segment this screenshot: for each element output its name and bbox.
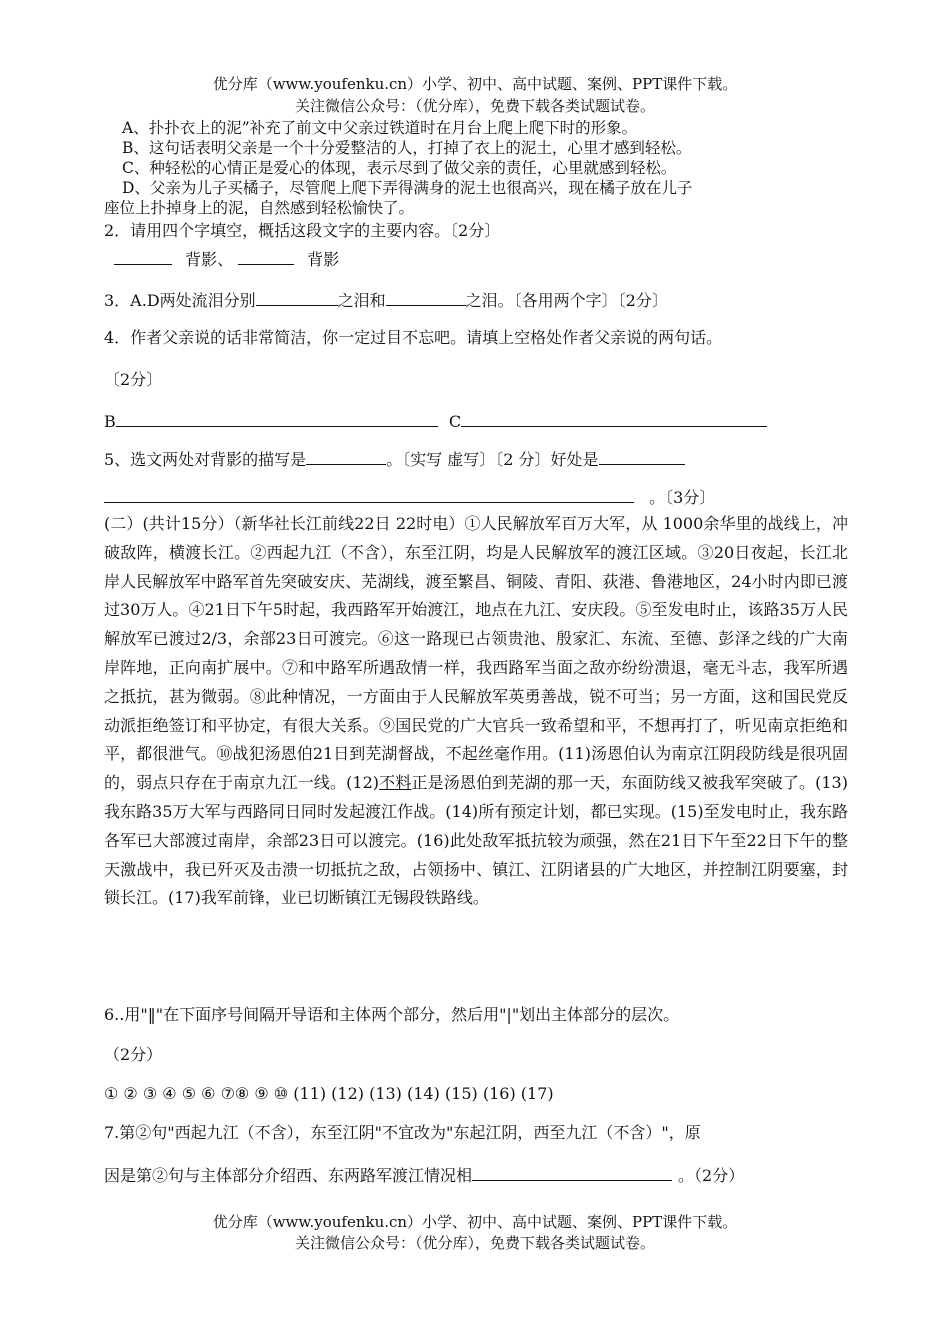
question-6-sequence: ① ② ③ ④ ⑤ ⑥ ⑦⑧ ⑨ ⑩ (11) (12) (13) (14) (15) (16) (17)	[104, 1084, 554, 1103]
option-b: B、这句话表明父亲是一个十分爱整洁的人，打掉了衣上的泥土，心里才感到轻松。	[122, 139, 692, 157]
answer-blank[interactable]	[306, 446, 386, 465]
answer-blank[interactable]	[256, 287, 338, 306]
question-4-score: 〔2分〕	[104, 370, 163, 389]
passage-2-text-2: 正是汤恩伯到芜湖的那一天，东面防线又被我军突破了。(13)我东路35万大军与西路同日同时发起渡江作战。(14)所有预定计划，都已实现。(15)至发电时止，我东路各军已大部渡过南岸，余部23日可以渡完。(16)此处敌军抵抗较为顽强，然在21日下午至22日下午的整天激战中，我已歼灭及击溃一切抵抗之敌，占领扬中、镇江、江阴诸县的广大地区，并控制江阴要塞，封锁长江。(17)我军前锋，业已切断镇江无锡段铁路线。	[104, 773, 848, 908]
q2-word-1: 背影、	[185, 250, 234, 269]
q7-text-2: 。（2分）	[678, 1166, 745, 1185]
q5-text-1: 5、选文两处对背影的描写是	[104, 450, 307, 469]
question-6: 6..用"‖"在下面序号间隔开导语和主体两个部分，然后用"|"划出主体部分的层次。	[104, 1005, 680, 1024]
question-3	[104, 287, 668, 313]
q5-text-2: 。〔实写 虚写〕〔2 分〕好处是	[386, 450, 599, 469]
option-c: C、种轻松的心情正是爱心的体现，表示尽到了做父亲的责任，心里就感到轻松。	[122, 159, 677, 177]
option-d-line-2: 座位上扑掉身上的泥，自然感到轻松愉快了。	[104, 199, 415, 217]
q5-end: 。〔3分〕	[649, 488, 716, 507]
q4-label-b: B	[104, 412, 116, 431]
answer-blank[interactable]	[116, 408, 438, 427]
passage-2-text-1: (二）(共计15分）（新华社长江前线22日 22时电）①人民解放军百万大军，从 1000余华里的战线上，冲破敌阵，横渡长江。②西起九江（不含），东至江阴，均是人民解放军的渡江区域。③20日夜起，长江北岸人民解放军中路军首先突破安庆、芜湖线，渡至繁昌、铜陵、青阳、荻港、鲁港地区，24小时内即已渡过30万人。④21日下午5时起，我西路军开始渡江，地点在九江、安庆段。⑤至发电时止，该路35万人民解放军已渡过2/3，余部23日可渡完。⑥这一路现已占领贵池、殷家汇、东流、至德、彭泽之线的广大南岸阵地，正向南扩展中。⑦和中路军所遇敌情一样，我西路军当面之敌亦纷纷溃退，毫无斗志，我军所遇之抵抗，甚为微弱。⑧此种情况，一方面由于人民解放军英勇善战，锐不可当；另一方面，这和国民党反动派拒绝签订和平协定，有很大关系。⑨国民党的广大官兵一致希望和平，不想再打了，听见南京拒绝和平，都很泄气。⑩战犯汤恩伯21日到芜湖督战，不起丝毫作用。(11)汤恩伯认为南京江阴段防线是很巩固的，弱点只存在于南京九江一线。(12)	[104, 514, 848, 793]
passage-2-underlined: 不料	[379, 773, 412, 793]
footer-line-2: 关注微信公众号：（优分库），免费下载各类试题试卷。	[294, 1234, 655, 1252]
answer-blank[interactable]	[472, 1162, 672, 1181]
header-line-2: 关注微信公众号：（优分库），免费下载各类试题试卷。	[294, 97, 655, 115]
q3-text-2: 之泪和	[337, 291, 386, 310]
answer-blank[interactable]	[386, 287, 466, 306]
q7-text-1: 因是第②句与主体部分介绍西、东两路军渡江情况相	[104, 1166, 473, 1185]
question-6-score: （2分）	[104, 1045, 163, 1064]
q4-label-c: C	[448, 412, 462, 431]
question-4: 4．作者父亲说的话非常简洁，你一定过目不忘吧。请填上空格处作者父亲说的两句话。	[104, 328, 723, 347]
option-a: A、扑扑衣上的泥”补充了前文中父亲过铁道时在月台上爬上爬下时的形象。	[122, 119, 638, 137]
header-line-1: 优分库（www.youfenku.cn）小学、初中、高中试题、案例、PPT课件下载。	[212, 75, 738, 93]
question-7-line-2	[104, 1162, 744, 1188]
answer-blank[interactable]	[461, 408, 767, 427]
answer-blank[interactable]	[104, 484, 634, 503]
q3-text-1: 3．A.D两处流泪分别	[104, 291, 256, 310]
answer-blank[interactable]	[114, 246, 172, 265]
question-5-line-2	[104, 484, 715, 510]
answer-blank[interactable]	[599, 446, 685, 465]
answer-blank[interactable]	[238, 246, 294, 265]
q2-word-2: 背影	[307, 250, 340, 269]
question-2-blanks	[114, 246, 339, 272]
passage-2	[104, 510, 848, 913]
question-2: 2．请用四个字填空，概括这段文字的主要内容。〔2分〕	[104, 221, 501, 240]
question-7-line-1: 7.第②句"西起九江（不含），东至江阴"不宜改为"东起江阴，西至九江（不含）"，原	[104, 1123, 701, 1142]
question-5	[104, 446, 685, 472]
q3-text-3: 之泪。〔各用两个字〕〔2分〕	[465, 291, 668, 310]
footer-line-1: 优分库（www.youfenku.cn）小学、初中、高中试题、案例、PPT课件下载。	[212, 1213, 738, 1231]
question-4-blanks	[104, 408, 767, 434]
option-d-line-1: D、父亲为儿子买橘子，尽管爬上爬下弄得满身的泥土也很高兴，现在橘子放在儿子	[122, 179, 693, 197]
